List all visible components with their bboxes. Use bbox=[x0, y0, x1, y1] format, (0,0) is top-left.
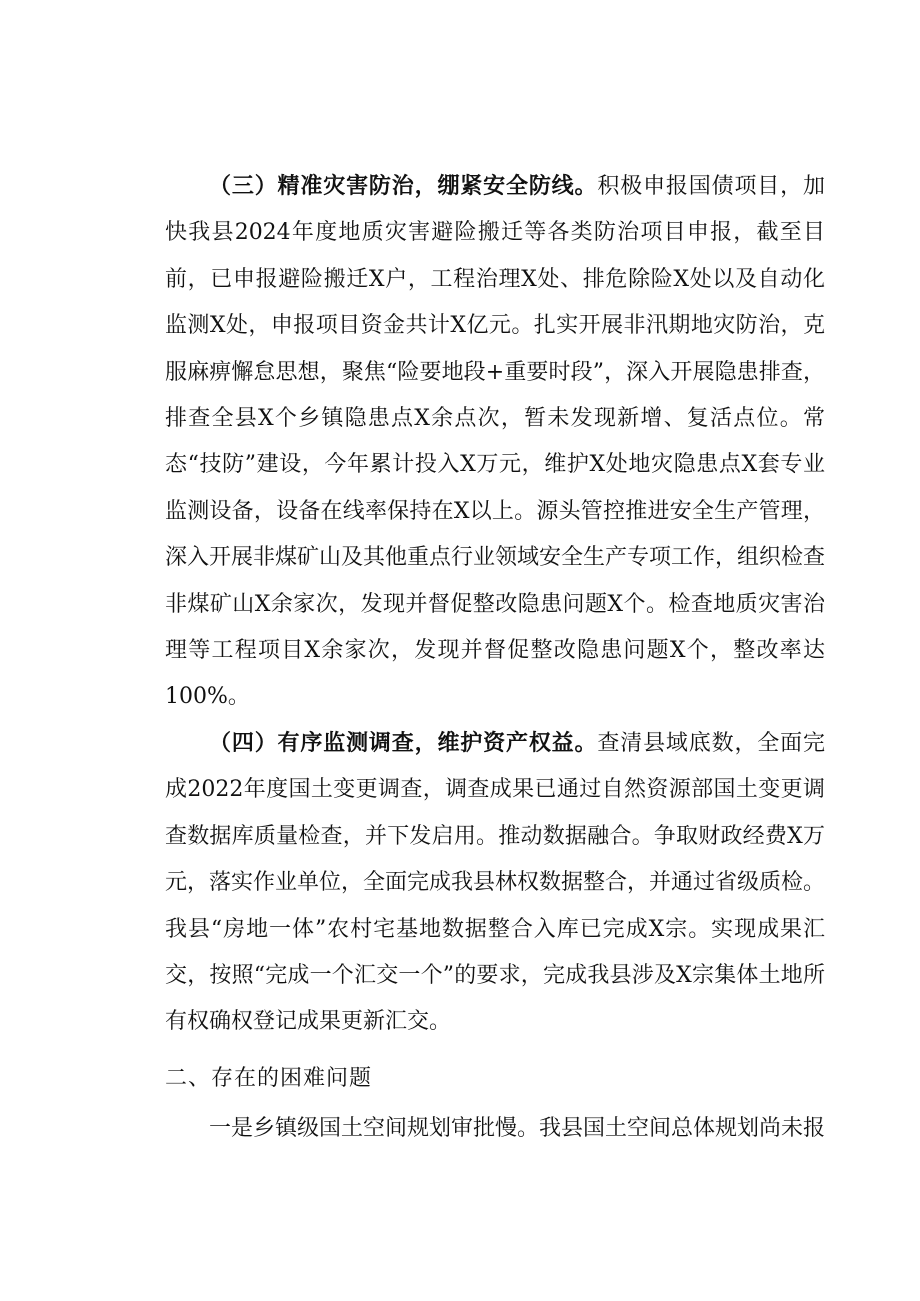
section-4-lead: （四）有序监测调查，维护资产权益。 bbox=[209, 730, 598, 756]
section-heading-2 bbox=[165, 1046, 825, 1106]
problem-1-text: 一是乡镇级国土空间规划审批慢。我县国土空间总体规划尚未报 bbox=[209, 1116, 826, 1142]
section-heading-2-text: 二、存在的困难问题 bbox=[165, 1065, 373, 1091]
section-4-body: 查清县域底数，全面完成2022年度国土变更调查，调查成果已通过自然资源部国土变更调查数据库质量检查，并下发启用。推动数据融合。争取财政经费X万元，落实作业单位，全面完成我县林权数据整合，并通过省级质检。我县“房地一体”农村宅基地数据整合入库已完成X宗。实现成果汇交，按照“完成一个汇交一个”的要求，完成我县涉及X宗集体土地所有权确权登记成果更新汇交。 bbox=[165, 730, 826, 1035]
paragraph-section-4 bbox=[165, 721, 825, 1046]
document-body bbox=[165, 164, 825, 1153]
section-3-body: 积极申报国债项目，加快我县2024年度地质灾害避险搬迁等各类防治项目申报，截至目前，已申报避险搬迁X户，工程治理X处、排危除险X处以及自动化监测X处，申报项目资金共计X亿元。扎实开展非汛期地灾防治，克服麻痹懈怠思想，聚焦“险要地段+重要时段”，深入开展隐患排查，排查全县X个乡镇隐患点X余点次，暂未发现新增、复活点位。常态“技防”建设，今年累计投入X万元，维护X处地灾隐患点X套专业监测设备，设备在线率保持在X以上。源头管控推进安全生产管理，深入开展非煤矿山及其他重点行业领域安全生产专项工作，组织检查非煤矿山X余家次，发现并督促整改隐患问题X个。检查地质灾害治理等工程项目X余家次，发现并督促整改隐患问题X个，整改率达100%。 bbox=[165, 174, 826, 710]
paragraph-problem-1 bbox=[165, 1106, 825, 1152]
paragraph-section-3 bbox=[165, 164, 825, 721]
section-3-lead: （三）精准灾害防治，绷紧安全防线。 bbox=[209, 174, 598, 199]
